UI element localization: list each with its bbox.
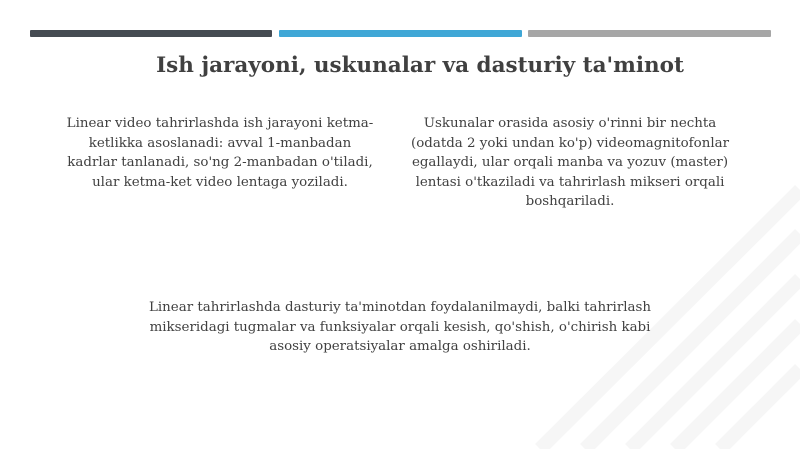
paragraph-workflow: Linear video tahrirlashda ish jarayoni ketma-ketlikka asoslanadi: avval 1-manbadan kadrlar tanlanadi, so'ng 2-manbadan o'tiladi, ular ketma-ket video lentaga yoziladi. (66, 116, 374, 190)
accent-bar-left (30, 30, 272, 37)
accent-bar-right (528, 30, 771, 37)
accent-bar-middle (279, 30, 522, 37)
paragraph-software: Linear tahrirlashda dasturiy ta'minotdan foydalanilmaydi, balki tahrirlash mikseridagi tugmalar va funksiyalar orqali kesish, qo'shish, o'chirish kabi asosiy operatsiyalar amalga oshiriladi. (148, 300, 651, 354)
paragraph-equipment: Uskunalar orasida asosiy o'rinni bir nechta (odatda 2 yoki undan ko'p) videomagnitofonlar egallaydi, ular orqali manba va yozuv (master) lentasi o'tkaziladi va tahrirlash mikseri orqali boshqariladi. (410, 116, 729, 209)
slide-title: Ish jarayoni, uskunalar va dasturiy ta'minot (156, 53, 684, 78)
